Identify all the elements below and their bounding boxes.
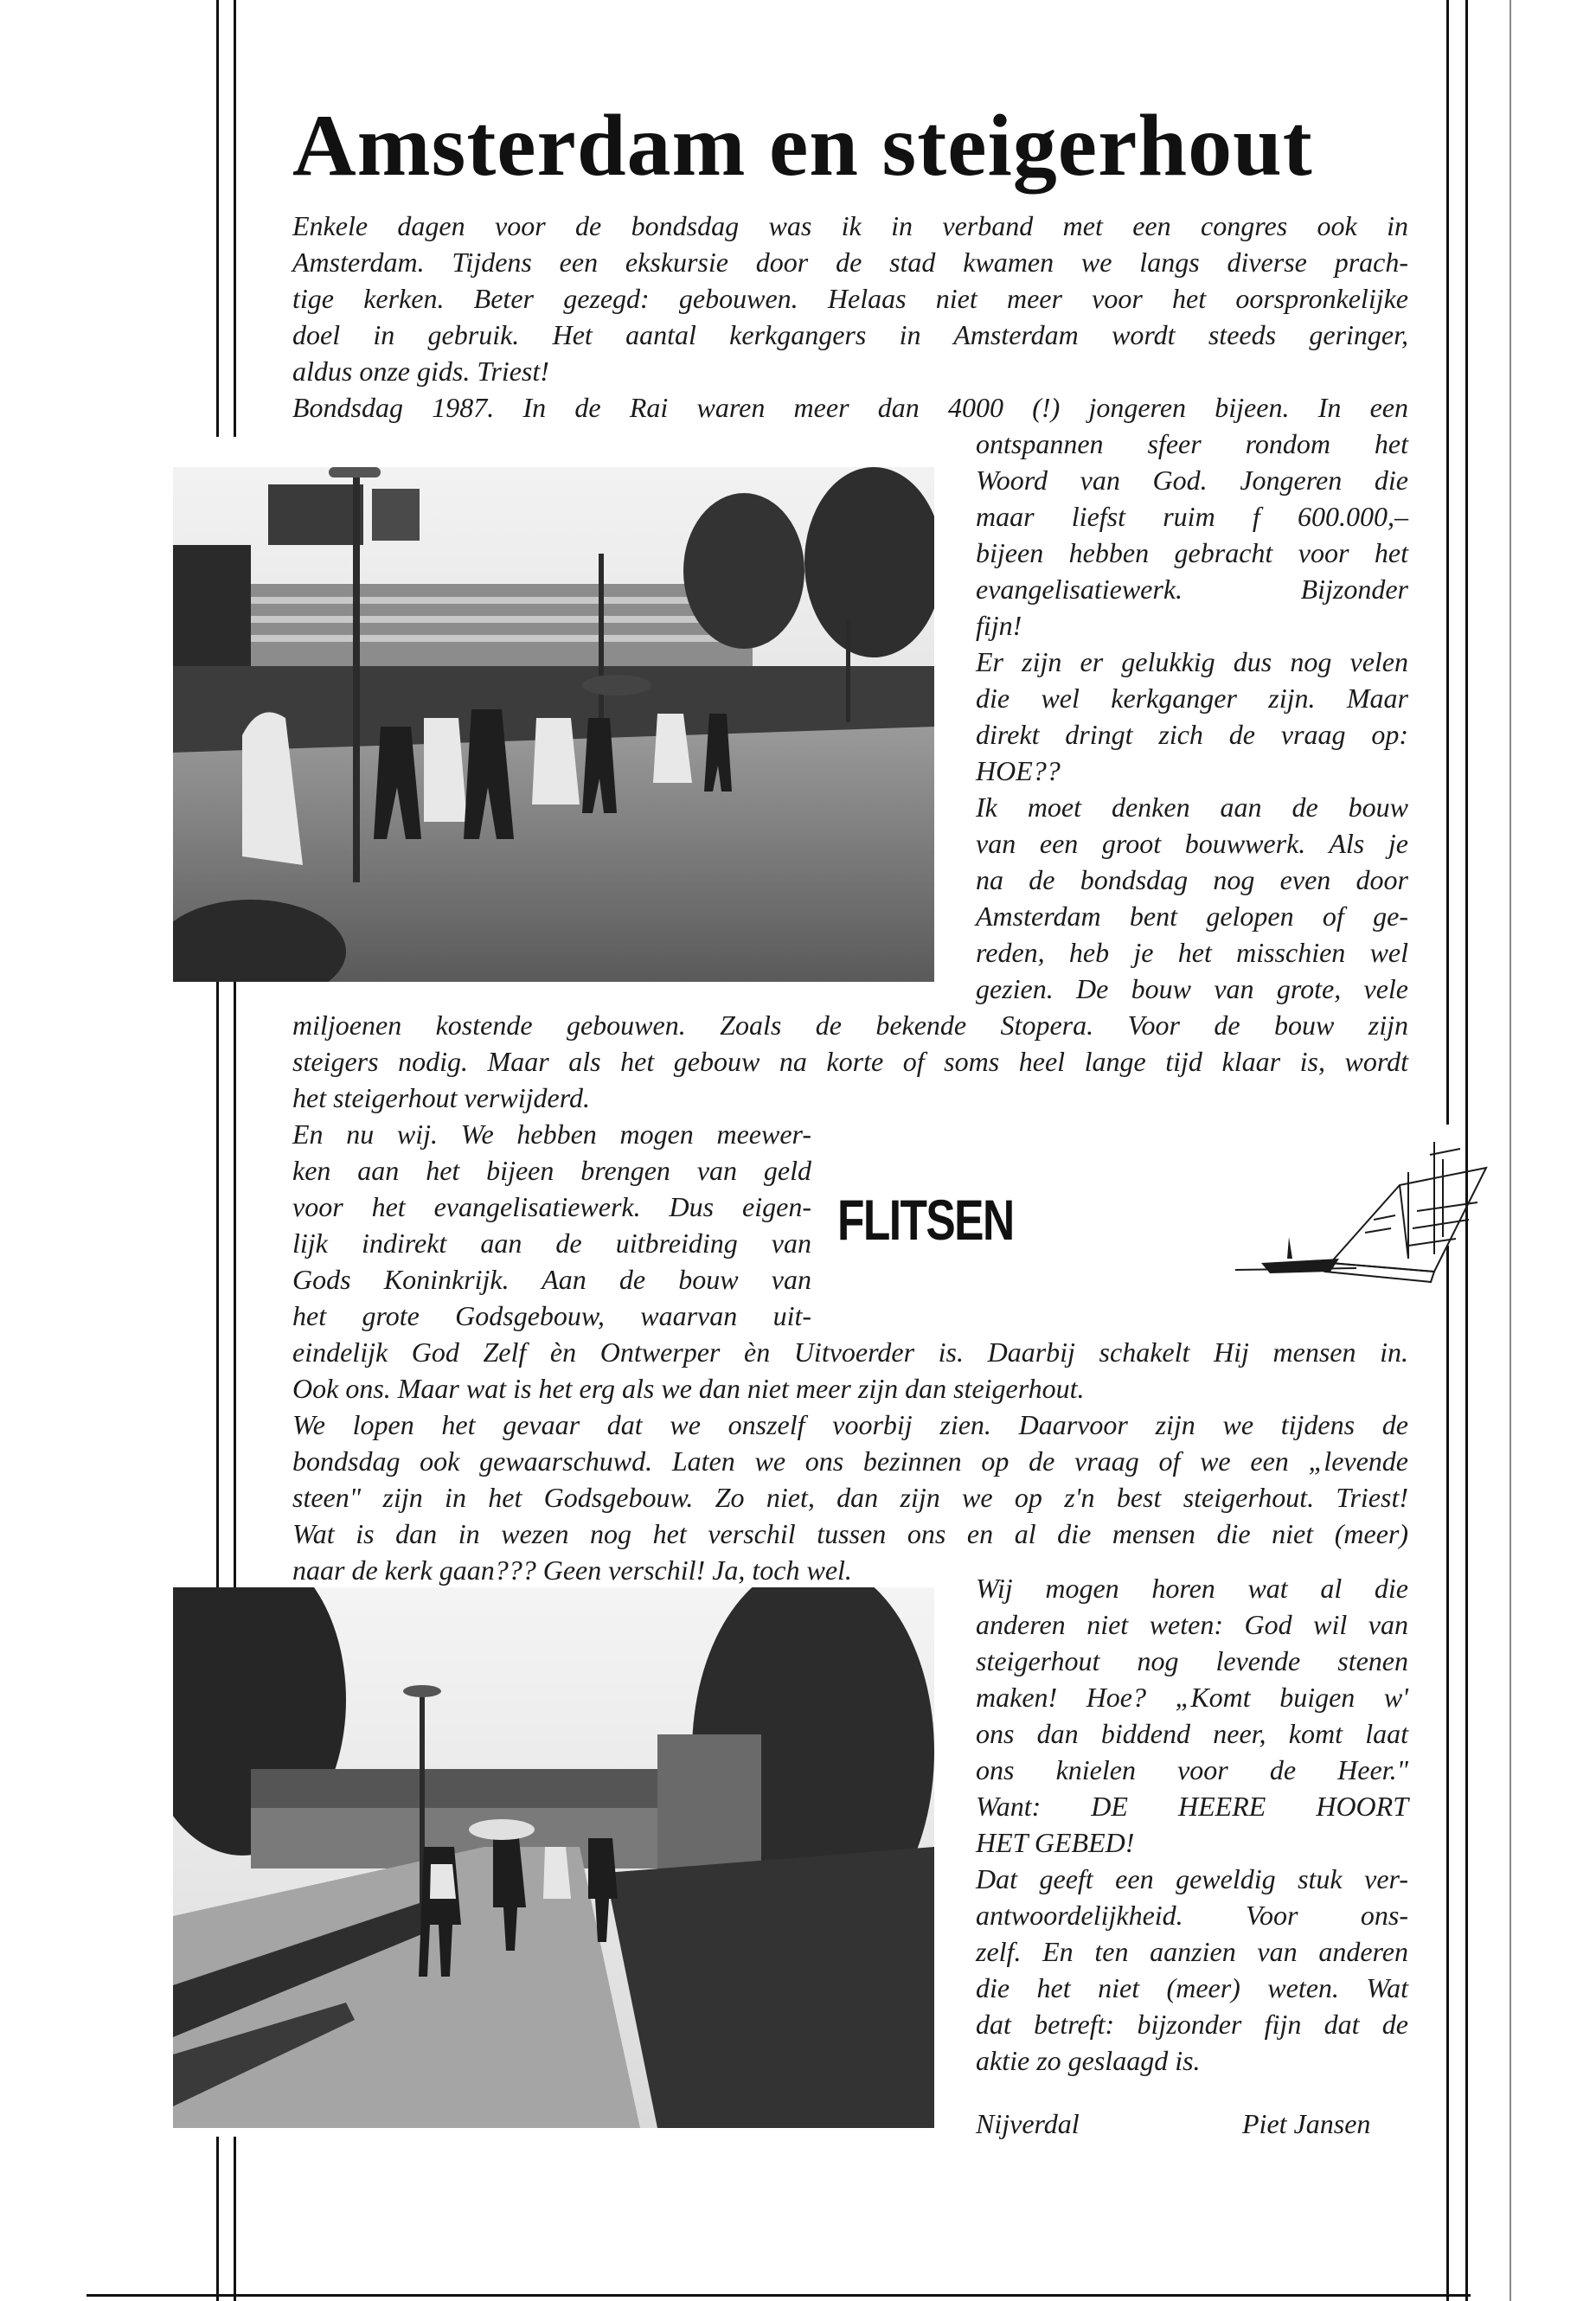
text-line: ontspannen sfeer rondom het: [976, 428, 1408, 459]
text-line: Wat is dan in wezen nog het verschil tussen ons en al die mensen die niet (meer): [292, 1518, 1408, 1549]
left-rule-inner-2: [234, 977, 236, 1592]
text-line: naar de kerk gaan??? Geen verschil! Ja, toch wel.: [292, 1554, 852, 1586]
left-rule-outer-2: [216, 977, 219, 1592]
left-rule-inner: [234, 0, 236, 437]
photo-path-walkers-icon: [173, 1587, 934, 2128]
text-line: aktie zo geslaagd is.: [976, 2045, 1201, 2076]
text-line: HET GEBED!: [976, 1827, 1135, 1858]
signature-author: Piet Jansen: [1242, 2108, 1371, 2139]
right-rule-inner: [1446, 0, 1449, 1125]
open-book-ship-icon: [1235, 1133, 1495, 1306]
text-line: Amsterdam. Tijdens een ekskursie door de stad kwamen we langs diverse prach-: [292, 247, 1408, 278]
flitsen-label: FLITSEN: [837, 1188, 1014, 1252]
text-line: reden, heb je het misschien wel: [976, 937, 1408, 968]
text-line: gezien. De bouw van grote, vele: [976, 973, 1408, 1004]
text-line: steigers nodig. Maar als het gebouw na korte of soms heel lange tijd klaar is, wordt: [292, 1046, 1408, 1077]
text-line: En nu wij. We hebben mogen meewer-: [292, 1118, 811, 1150]
text-line: voor het evangelisatiewerk. Dus eigen-: [292, 1191, 811, 1222]
text-line: Ook ons. Maar wat is het erg als we dan niet meer zijn dan steigerhout.: [292, 1373, 1085, 1404]
text-line: lijk indirekt aan de uitbreiding van: [292, 1227, 811, 1259]
text-line: anderen niet weten: God wil van: [976, 1609, 1408, 1640]
text-line: steen" zijn in het Godsgebouw. Zo niet, dan zijn we op z'n best steigerhout. Triest!: [292, 1482, 1408, 1513]
text-line: antwoordelijkheid. Voor ons-: [976, 1900, 1408, 1931]
text-line: na de bondsdag nog even door: [976, 864, 1408, 895]
text-line: aldus onze gids. Triest!: [292, 356, 549, 387]
text-line: ons dan biddend neer, komt laat: [976, 1718, 1408, 1749]
left-rule-outer-3: [216, 2137, 219, 2301]
left-rule-inner-3: [234, 2137, 236, 2301]
text-line: het grote Godsgebouw, waarvan uit-: [292, 1300, 811, 1331]
text-line: HOE??: [976, 755, 1061, 786]
text-line: Woord van God. Jongeren die: [976, 465, 1408, 496]
text-line: Ik moet denken aan de bouw: [976, 792, 1408, 823]
text-line: Amsterdam bent gelopen of ge-: [976, 901, 1408, 932]
photo-youth-walking-rai: [173, 467, 934, 982]
text-line: ons knielen voor de Heer.": [976, 1754, 1408, 1785]
text-line: Want: DE HEERE HOORT: [976, 1791, 1408, 1822]
photo-crowd-rain-icon: [173, 467, 934, 982]
text-line: Wij mogen horen wat al die: [976, 1573, 1408, 1604]
text-line: direkt dringt zich de vraag op:: [976, 719, 1408, 750]
photo-people-walking-path: [173, 1587, 934, 2128]
text-line: fijn!: [976, 610, 1022, 641]
bottom-rule: [87, 2294, 1471, 2297]
text-line: bijeen hebben gebracht voor het: [976, 537, 1408, 568]
text-line: zelf. En ten aanzien van anderen: [976, 1936, 1408, 1967]
text-line: maken! Hoe? „Komt buigen w': [976, 1682, 1408, 1713]
text-line: doel in gebruik. Het aantal kerkgangers in Amsterdam wordt steeds geringer,: [292, 319, 1408, 350]
text-line: van een groot bouwwerk. Als je: [976, 828, 1408, 859]
flitsen-section-header: [837, 1133, 1495, 1306]
text-line: Bondsdag 1987. In de Rai waren meer dan 4000 (!) jongeren bijeen. In een: [292, 392, 1408, 423]
right-rule-inner-2: [1446, 1246, 1449, 2301]
text-line: Dat geeft een geweldig stuk ver-: [976, 1863, 1408, 1894]
text-line: Gods Koninkrijk. Aan de bouw van: [292, 1264, 811, 1295]
text-line: evangelisatiewerk. Bijzonder: [976, 574, 1408, 605]
left-rule-outer: [216, 0, 219, 437]
text-line: tige kerken. Beter gezegd: gebouwen. Helaas niet meer voor het oorspronkelijke: [292, 283, 1408, 314]
text-line: bondsdag ook gewaarschuwd. Laten we ons bezinnen op de vraag of we een „levende: [292, 1445, 1408, 1477]
text-line: We lopen het gevaar dat we onszelf voorbij zien. Daarvoor zijn we tijdens de: [292, 1409, 1408, 1440]
text-line: Er zijn er gelukkig dus nog velen: [976, 646, 1408, 677]
signature-place: Nijverdal: [976, 2108, 1080, 2139]
text-line: eindelijk God Zelf èn Ontwerper èn Uitvoerder is. Daarbij schakelt Hij mensen in.: [292, 1336, 1408, 1368]
text-line: steigerhout nog levende stenen: [976, 1645, 1408, 1676]
text-line: die het niet (meer) weten. Wat: [976, 1972, 1408, 2003]
article-title: Amsterdam en steigerhout: [292, 97, 1313, 195]
right-rule-edge: [1509, 0, 1511, 2301]
text-line: Enkele dagen voor de bondsdag was ik in verband met een congres ook in: [292, 210, 1408, 241]
text-line: die wel kerkganger zijn. Maar: [976, 683, 1408, 714]
text-line: ken aan het bijeen brengen van geld: [292, 1155, 811, 1186]
text-line: miljoenen kostende gebouwen. Zoals de bekende Stopera. Voor de bouw zijn: [292, 1009, 1408, 1041]
text-line: maar liefst ruim f 600.000,–: [976, 501, 1408, 532]
text-line: het steigerhout verwijderd.: [292, 1082, 590, 1113]
text-line: dat betreft: bijzonder fijn dat de: [976, 2009, 1408, 2040]
